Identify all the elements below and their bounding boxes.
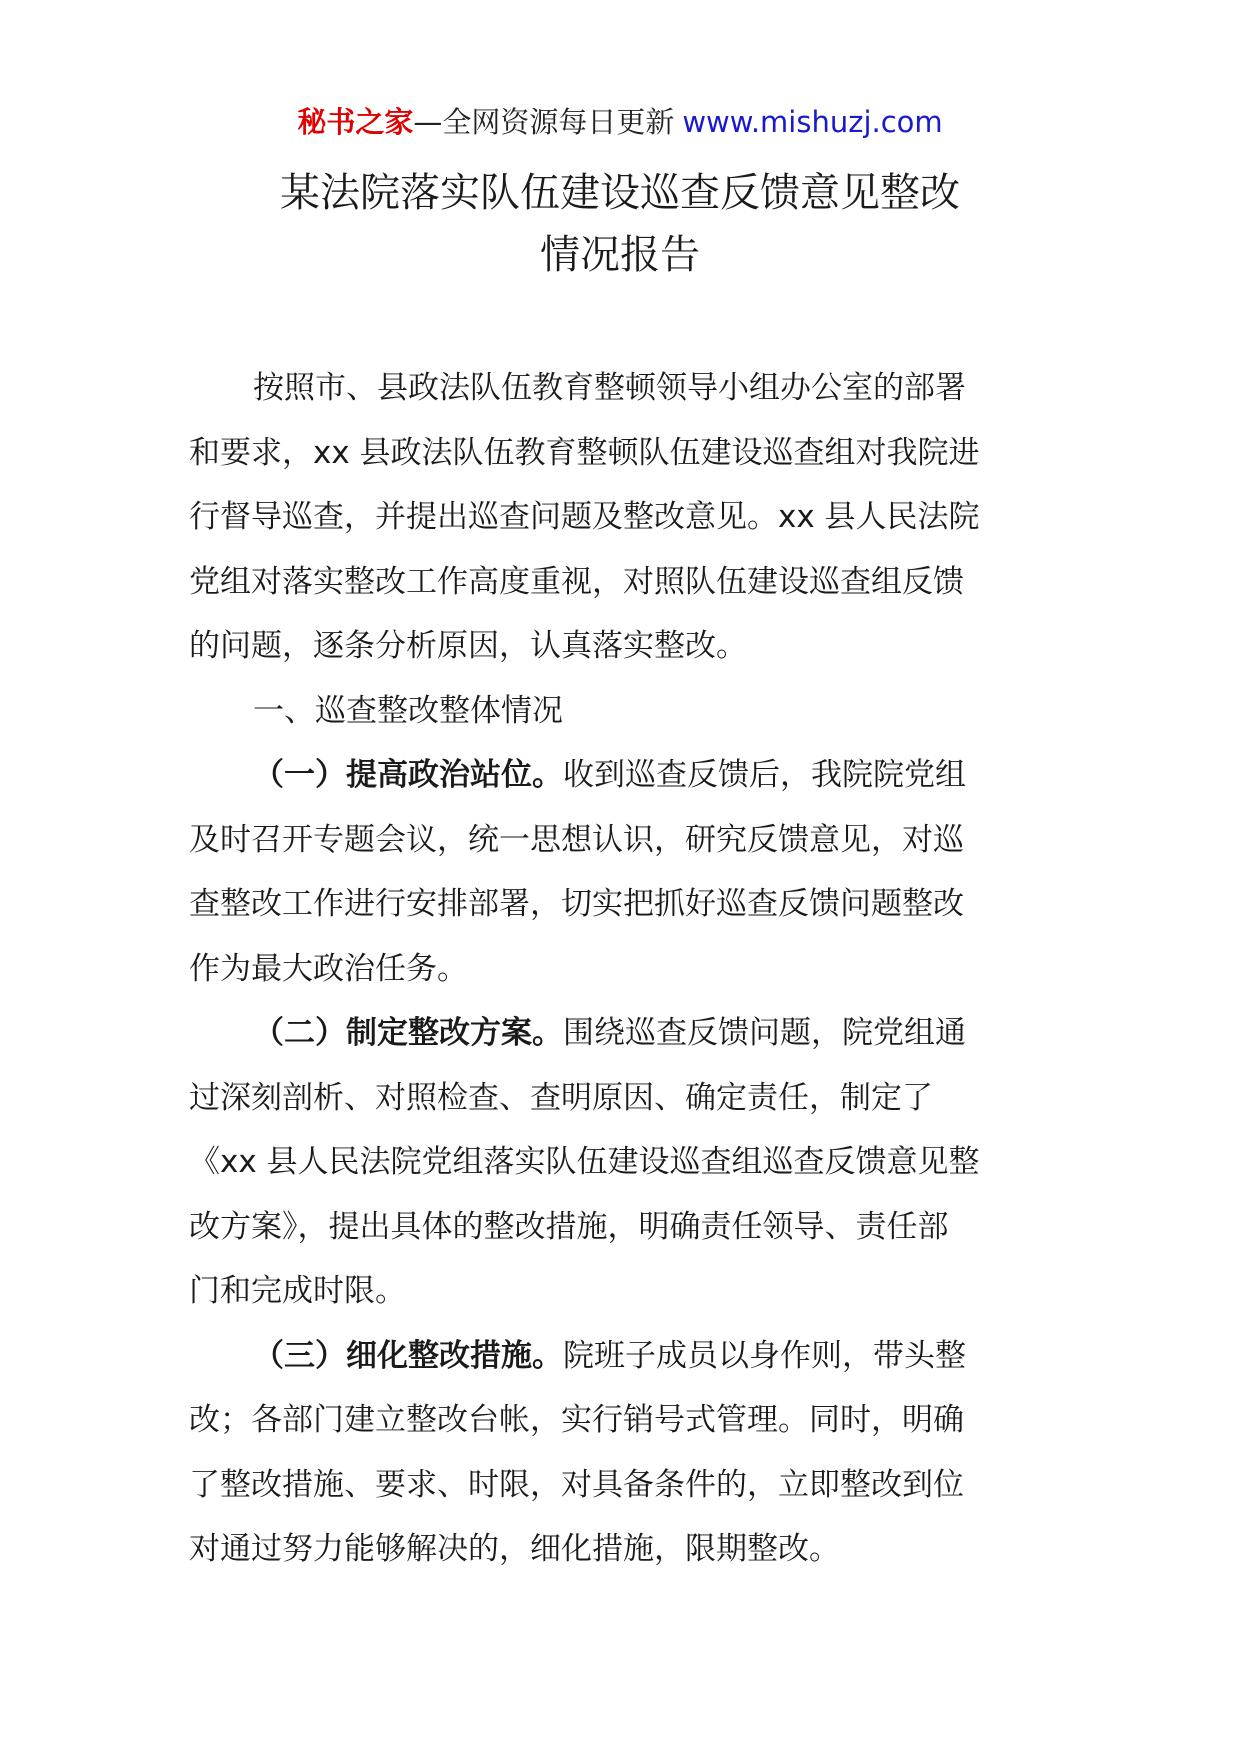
item2-line: 《xx 县人民法院党组落实队伍建设巡查组巡查反馈意见整 xyxy=(189,1144,980,1180)
item1-line: 及时召开专题会议，统一思想认识，研究反馈意见，对巡 xyxy=(189,821,964,858)
item2-label: （二）制定整改方案。 xyxy=(253,1015,563,1051)
item3-first-text: 院班子成员以身作则，带头整 xyxy=(563,1337,966,1374)
item2-line: 过深刻剖析、对照检查、查明原因、确定责任，制定了 xyxy=(189,1079,933,1116)
site-url-link[interactable]: www.mishuzj.com xyxy=(682,105,943,139)
item2-first-line xyxy=(189,1001,1057,1066)
brand-name: 秘书之家 xyxy=(297,105,414,139)
title-line-1: 某法院落实队伍建设巡查反馈意见整改 xyxy=(280,170,960,216)
item2-first-text: 围绕巡查反馈问题，院党组通 xyxy=(563,1015,966,1051)
document-body xyxy=(189,356,1057,1582)
item2-line: 改方案》，提出具体的整改措施，明确责任领导、责任部 xyxy=(189,1208,949,1245)
item3-first-line xyxy=(189,1324,1057,1389)
intro-line: 行督导巡查，并提出巡查问题及整改意见。xx 县人民法院 xyxy=(189,499,980,535)
title-line-2: 情况报告 xyxy=(540,232,700,278)
item2-line: 门和完成时限。 xyxy=(189,1273,406,1309)
item3-label: （三）细化整改措施。 xyxy=(253,1337,563,1374)
document-title xyxy=(120,162,1120,286)
item1-first-line xyxy=(189,743,1057,808)
item3-line: 对通过努力能够解决的，细化措施，限期整改。 xyxy=(189,1531,840,1567)
item1-line: 查整改工作进行安排部署，切实把抓好巡查反馈问题整改 xyxy=(189,886,964,922)
site-header xyxy=(0,100,1240,144)
item1-label: （一）提高政治站位。 xyxy=(253,757,563,793)
intro-line: 和要求，xx 县政法队伍教育整顿队伍建设巡查组对我院进 xyxy=(189,434,980,471)
header-tagline: —全网资源每日更新 xyxy=(413,105,675,139)
item3-line: 改；各部门建立整改台帐，实行销号式管理。同时，明确 xyxy=(189,1402,964,1438)
item1-line: 作为最大政治任务。 xyxy=(189,950,468,987)
item3-line: 了整改措施、要求、时限，对具备条件的，立即整改到位 xyxy=(189,1466,964,1503)
intro-line: 的问题，逐条分析原因，认真落实整改。 xyxy=(189,628,747,664)
section-heading: 一、巡查整改整体情况 xyxy=(253,692,563,729)
intro-line: 党组对落实整改工作高度重视，对照队伍建设巡查组反馈 xyxy=(189,563,964,600)
item1-first-text: 收到巡查反馈后，我院院党组 xyxy=(563,757,966,793)
intro-line: 按照市、县政法队伍教育整顿领导小组办公室的部署 xyxy=(253,370,966,406)
